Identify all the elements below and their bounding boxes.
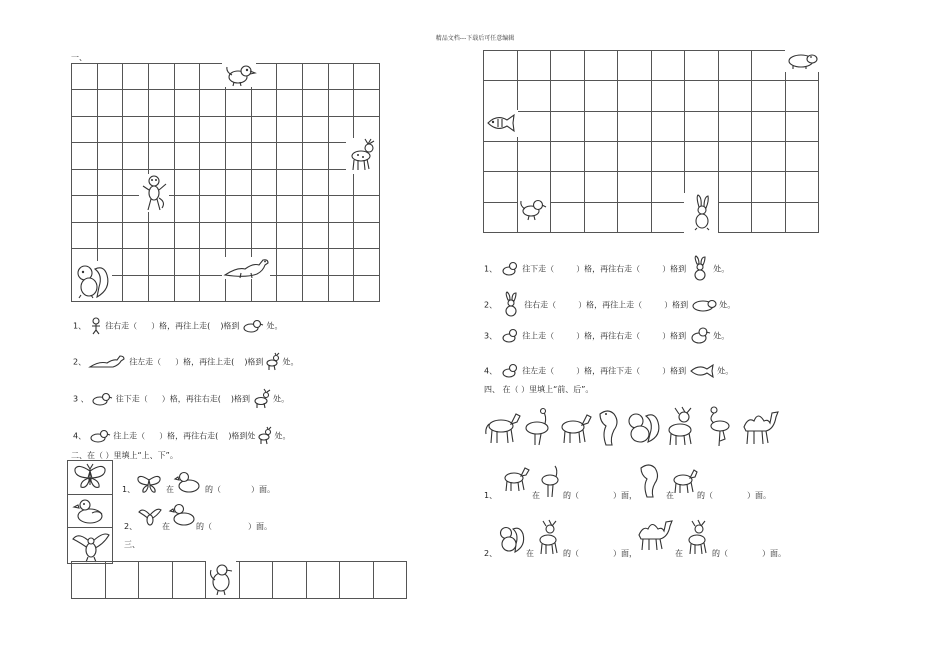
bird-icon: [500, 327, 520, 345]
grid-cell: [585, 142, 619, 172]
grid-cell: [72, 562, 106, 599]
grid-cell: [72, 117, 98, 143]
grid-cell: [652, 51, 686, 81]
rabbit-icon: [689, 256, 711, 282]
grid-cell: [277, 276, 303, 302]
grid-cell: [173, 562, 207, 599]
grid-cell: [652, 203, 686, 233]
word-de-4: 的（: [697, 491, 713, 500]
right-q2: 2、 往右走（ ）格，再往上走（ ）格到 处。: [484, 292, 735, 318]
grid-cell: [98, 64, 124, 90]
grid-cell: [303, 223, 329, 249]
grid-cell: [123, 117, 149, 143]
grid-cell: [329, 249, 355, 275]
grid-cell: [518, 81, 552, 111]
word-mian-4: ）面。: [747, 491, 771, 500]
grid-cell: [277, 64, 303, 90]
grid-cell: [175, 196, 201, 222]
word-de-6: 的（: [712, 549, 728, 558]
grid-cell: [618, 203, 652, 233]
grid-cell: [123, 249, 149, 275]
grid-cell: [226, 196, 252, 222]
dinosaur-icon: [89, 355, 127, 369]
grid-cell: [98, 90, 124, 116]
grid-cell: [200, 143, 226, 169]
grid-cell: [252, 170, 278, 196]
bird-icon: [500, 260, 520, 278]
grid-cell: [618, 142, 652, 172]
grid-cell: [273, 562, 307, 599]
grid-cell: [252, 196, 278, 222]
grid-cell: [719, 112, 753, 142]
grid-cell: [354, 90, 380, 116]
grid-cell: [303, 117, 329, 143]
grid-cell: [354, 64, 380, 90]
fish-icon: [689, 363, 715, 379]
grid-cell: [200, 117, 226, 143]
page-header: 精品文档---下载后可任意编辑: [435, 35, 515, 42]
word-mian-2: ）面。: [248, 522, 272, 531]
grid-cell: [98, 117, 124, 143]
section-1-title: 一、: [71, 53, 87, 62]
grid-cell: [106, 562, 140, 599]
horse-icon: [556, 412, 592, 444]
grid-cell: [518, 51, 552, 81]
section-2-q1: 1、: [122, 485, 136, 494]
grid-cell: [226, 223, 252, 249]
bird-icon: [689, 326, 711, 346]
grid-cell: [72, 143, 98, 169]
grid-cell: [585, 172, 619, 202]
grid-cell: [786, 81, 820, 111]
grid-cell: [277, 196, 303, 222]
grid-cell: [618, 51, 652, 81]
grid-cell: [98, 223, 124, 249]
fish-icon: [485, 112, 517, 134]
word-zai-4: 在: [666, 491, 674, 500]
grid-cell: [149, 276, 175, 302]
word-zai-2: 在: [162, 522, 170, 531]
grid-cell: [484, 81, 518, 111]
deer-icon: [347, 138, 377, 172]
grid-cell: [175, 249, 201, 275]
grid-cell: [200, 276, 226, 302]
grid-cell: [652, 81, 686, 111]
grid-cell: [786, 203, 820, 233]
grid-cell: [786, 112, 820, 142]
grid-cell: [123, 276, 149, 302]
grid-cell: [685, 81, 719, 111]
grid-cell: [618, 81, 652, 111]
grid-cell: [226, 90, 252, 116]
grid-cell: [329, 196, 355, 222]
bird-icon: [207, 562, 235, 596]
dinosaur-icon: [637, 462, 661, 498]
grid-cell: [123, 64, 149, 90]
section-4-q1: 1、: [484, 491, 498, 500]
monkey-icon: [89, 317, 103, 335]
grid-cell: [149, 64, 175, 90]
grid-cell: [175, 90, 201, 116]
grid-cell: [752, 51, 786, 81]
butterfly-icon: [136, 474, 162, 494]
grid-cell: [226, 143, 252, 169]
grid-cell: [585, 81, 619, 111]
grid-cell: [175, 64, 201, 90]
word-zai-5: 在: [526, 549, 534, 558]
grid-cell: [719, 81, 753, 111]
grid-cell: [518, 112, 552, 142]
grid-cell: [786, 172, 820, 202]
deer-icon: [684, 519, 712, 555]
ostrich-icon: [538, 464, 564, 498]
grid-cell: [149, 143, 175, 169]
word-mian-5: ）面，: [613, 549, 637, 558]
hippo-icon: [786, 50, 818, 70]
grid-cell: [585, 51, 619, 81]
section-3-title: 三、: [124, 540, 140, 549]
grid-cell: [240, 562, 274, 599]
section-3-row: [71, 561, 407, 599]
grid-cell: [354, 196, 380, 222]
grid-cell: [175, 143, 201, 169]
bird-icon: [519, 197, 547, 221]
grid-cell: [277, 117, 303, 143]
grid-cell: [277, 170, 303, 196]
rabbit-icon: [500, 292, 522, 318]
grid-cell: [374, 562, 408, 599]
section-4-q2: 2、: [484, 549, 498, 558]
grid-cell: [277, 223, 303, 249]
horse-icon: [670, 468, 698, 494]
eagle-icon: [138, 506, 162, 530]
grid-cell: [652, 142, 686, 172]
grid-cell: [200, 223, 226, 249]
bird-icon: [242, 318, 264, 334]
grid-cell: [618, 172, 652, 202]
hippo-icon: [691, 297, 717, 313]
ostrich-icon: [521, 408, 555, 446]
word-de-5: 的（: [563, 549, 579, 558]
right-q1: 1、 往下走（ ）格，再往右走（ ）格到 处。: [484, 256, 729, 282]
word-mian-6: ）面。: [762, 549, 786, 558]
deer-icon: [662, 406, 702, 446]
grid-cell: [149, 223, 175, 249]
word-mian: ）面。: [251, 485, 275, 494]
grid-cell: [98, 143, 124, 169]
dinosaur-icon: [223, 257, 271, 279]
grid-cell: [354, 223, 380, 249]
camel-icon: [738, 407, 780, 445]
grid-cell: [719, 172, 753, 202]
grid-cell: [551, 203, 585, 233]
grid-cell: [226, 170, 252, 196]
flamingo-icon: [704, 405, 734, 447]
grid-cell: [303, 196, 329, 222]
word-zai: 在: [166, 485, 174, 494]
right-q4: 4、 往左走（ ）格，再往下走（ ）格到 处。: [484, 362, 733, 380]
grid-cell: [98, 170, 124, 196]
grid-cell: [72, 196, 98, 222]
grid-cell: [685, 51, 719, 81]
right-q3: 3、 往上走（ ）格，再往右走（ ）格到 处。: [484, 326, 729, 346]
grid-cell: [98, 196, 124, 222]
grid-cell: [484, 203, 518, 233]
left-q4: 4、 往上走（ ）格，再往右走( )格到处 处。: [73, 427, 291, 445]
grid-cell: [484, 172, 518, 202]
grid-cell: [329, 64, 355, 90]
grid-cell: [307, 562, 341, 599]
squirrel-icon: [73, 261, 111, 299]
grid-cell: [354, 276, 380, 302]
grid-cell: [652, 172, 686, 202]
grid-cell: [484, 51, 518, 81]
grid-cell: [200, 90, 226, 116]
grid-cell: [200, 170, 226, 196]
horse-icon: [483, 410, 521, 444]
rabbit-icon: [690, 195, 714, 231]
grid-cell: [72, 170, 98, 196]
grid-cell: [329, 276, 355, 302]
grid-cell: [72, 90, 98, 116]
grid-cell: [685, 112, 719, 142]
grid-cell: [149, 249, 175, 275]
grid-cell: [175, 117, 201, 143]
grid-cell: [303, 143, 329, 169]
squirrel-icon: [622, 410, 662, 444]
grid-cell: [551, 172, 585, 202]
grid-cell: [652, 112, 686, 142]
bird-icon: [500, 362, 520, 380]
grid-cell: [518, 142, 552, 172]
grid-cell: [551, 51, 585, 81]
word-zai-3: 在: [532, 491, 540, 500]
bird-icon: [89, 428, 111, 444]
grid-cell: [752, 81, 786, 111]
grid-cell: [484, 142, 518, 172]
grid-cell: [585, 203, 619, 233]
grid-cell: [149, 117, 175, 143]
deer-icon: [253, 389, 271, 409]
monkey-icon: [140, 174, 168, 212]
grid-cell: [175, 170, 201, 196]
grid-cell: [139, 562, 173, 599]
section-2-q2: 2、: [124, 522, 138, 531]
grid-cell: [72, 64, 98, 90]
grid-cell: [719, 142, 753, 172]
word-de-3: 的（: [563, 491, 579, 500]
grid-cell: [551, 81, 585, 111]
grid-cell: [340, 562, 374, 599]
left-q2: 2、 往左走（ ）格，再往上走( )格到 处。: [73, 353, 299, 371]
section-4-title: 四、 在（ ）里填上“前、后”。: [484, 385, 594, 394]
word-mian-3: ）面，: [613, 491, 637, 500]
grid-cell: [252, 276, 278, 302]
grid-cell: [354, 249, 380, 275]
deer-icon: [258, 427, 272, 445]
grid-cell: [618, 112, 652, 142]
grid-cell: [123, 223, 149, 249]
grid-cell: [123, 90, 149, 116]
grid-cell: [719, 203, 753, 233]
grid-cell: [72, 223, 98, 249]
grid-cell: [585, 112, 619, 142]
grid-cell: [200, 196, 226, 222]
butterfly-icon: [72, 463, 108, 491]
grid-cell: [252, 117, 278, 143]
bird-icon: [91, 391, 113, 407]
duck-icon: [170, 501, 198, 529]
grid-cell: [252, 143, 278, 169]
grid-cell: [719, 51, 753, 81]
grid-cell: [277, 143, 303, 169]
squirrel-icon: [496, 524, 526, 554]
grid-cell: [303, 64, 329, 90]
grid-cell: [226, 276, 252, 302]
horse-icon: [500, 466, 530, 492]
grid-cell: [752, 203, 786, 233]
grid-cell: [226, 117, 252, 143]
word-de: 的（: [205, 485, 221, 494]
grid-cell: [303, 249, 329, 275]
eagle-icon: [71, 529, 111, 563]
bird-icon: [224, 62, 256, 88]
camel-icon: [634, 517, 674, 551]
left-q1: 1、 往右走（ ）格，再往上走( )格到 处。: [73, 317, 283, 335]
word-de-2: 的（: [196, 522, 212, 531]
grid-cell: [252, 223, 278, 249]
grid-cell: [551, 112, 585, 142]
grid-cell: [329, 90, 355, 116]
grid-cell: [123, 143, 149, 169]
dinosaur-icon: [594, 408, 622, 446]
deer-icon: [534, 519, 564, 555]
deer-icon: [266, 353, 280, 371]
grid-cell: [752, 172, 786, 202]
grid-cell: [252, 90, 278, 116]
grid-cell: [303, 170, 329, 196]
grid-cell: [277, 249, 303, 275]
grid-cell: [786, 142, 820, 172]
grid-cell: [752, 112, 786, 142]
grid-cell: [149, 90, 175, 116]
grid-cell: [685, 142, 719, 172]
word-zai-6: 在: [675, 549, 683, 558]
grid-cell: [752, 142, 786, 172]
grid-cell: [303, 90, 329, 116]
grid-cell: [303, 276, 329, 302]
left-q3: 3 、 往下走（ ）格，再往右走( )格到 处。: [73, 389, 289, 409]
grid-cell: [277, 90, 303, 116]
grid-cell: [175, 223, 201, 249]
grid-cell: [175, 276, 201, 302]
duck-icon: [176, 470, 202, 494]
grid-cell: [551, 142, 585, 172]
grid-cell: [329, 223, 355, 249]
duck-icon: [74, 496, 108, 526]
section-2-title: 二、在（ ）里填上“上、下”。: [71, 451, 178, 460]
